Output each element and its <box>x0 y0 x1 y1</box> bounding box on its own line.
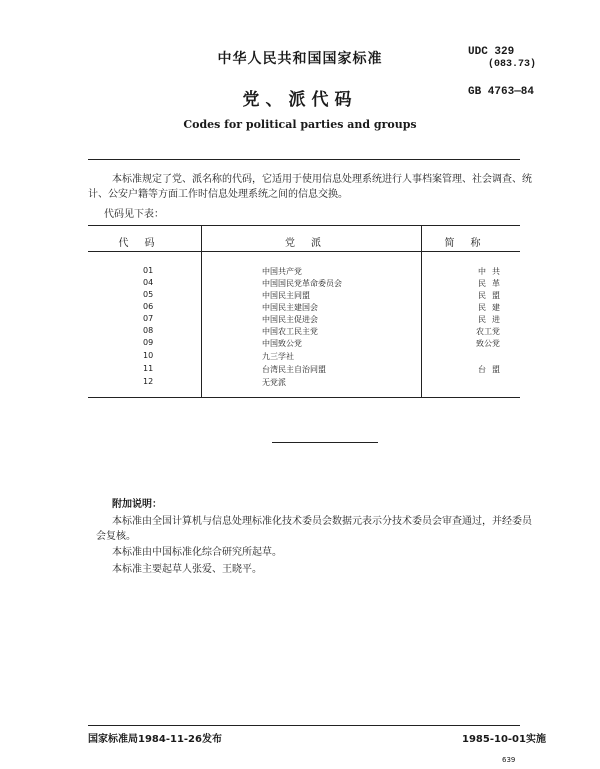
footer-divider <box>88 725 520 726</box>
notes-line: 会复核。 <box>96 531 136 542</box>
table-row <box>0 290 600 301</box>
table-row <box>0 326 600 337</box>
table-row <box>0 302 600 313</box>
section-separator <box>272 442 378 443</box>
notes-line: 本标准主要起草人张爱、王晓平。 <box>112 564 262 575</box>
row-party-name: 九三学社 <box>262 352 294 361</box>
intro-paragraph-line-2: 计、公安户籍等方面工作时信息处理系统之间的信息交换。 <box>88 189 348 200</box>
row-party-name: 无党派 <box>262 378 286 387</box>
row-short-name: 民进 <box>478 315 506 324</box>
publication-info: 国家标准局1984-11-26发布 <box>88 734 222 745</box>
row-party-name: 中国民主同盟 <box>262 291 310 300</box>
english-subtitle: Codes for political parties and groups <box>183 118 417 131</box>
udc-code: UDC 329 <box>468 46 515 58</box>
row-short-name: 农工党 <box>476 327 500 336</box>
row-short-name: 民盟 <box>478 291 506 300</box>
gb-standard-number: GB 4763—84 <box>468 86 535 98</box>
table-bottom-border <box>88 397 520 398</box>
row-code: 04 <box>143 278 154 287</box>
row-code: 12 <box>143 377 154 386</box>
column-header-short-name: 简称 <box>444 238 497 249</box>
row-code: 08 <box>143 326 154 335</box>
standard-organization: 中华人民共和国国家标准 <box>217 51 383 67</box>
row-party-name: 中国国民党革命委员会 <box>262 279 342 288</box>
row-party-name: 中国共产党 <box>262 267 302 276</box>
document-title: 党、派代码 <box>242 90 358 110</box>
notes-line: 本标准由全国计算机与信息处理标准化技术委员会数据元表示分技术委员会审查通过，并经委员 <box>112 516 532 527</box>
row-party-name: 中国农工民主党 <box>262 327 318 336</box>
row-short-name: 致公党 <box>476 339 500 348</box>
row-party-name: 中国致公党 <box>262 339 302 348</box>
row-code: 05 <box>143 290 154 299</box>
row-code: 06 <box>143 302 154 311</box>
table-row <box>0 314 600 325</box>
table-row <box>0 377 600 388</box>
row-short-name: 民建 <box>478 303 506 312</box>
row-code: 11 <box>143 364 154 373</box>
top-divider <box>88 159 520 160</box>
table-top-border <box>88 225 520 226</box>
row-party-name: 台湾民主自治同盟 <box>262 365 326 374</box>
row-code: 01 <box>143 266 154 275</box>
notes-line: 本标准由中国标准化综合研究所起草。 <box>112 547 282 558</box>
page-number: 639 <box>502 756 516 764</box>
row-party-name: 中国民主促进会 <box>262 315 318 324</box>
table-row <box>0 338 600 349</box>
table-row <box>0 351 600 362</box>
row-code: 09 <box>143 338 154 347</box>
table-row <box>0 278 600 289</box>
column-header-party: 党派 <box>285 238 337 249</box>
row-party-name: 中国民主建国会 <box>262 303 318 312</box>
column-header-code: 代码 <box>118 238 171 249</box>
table-header-border <box>88 251 520 252</box>
row-code: 10 <box>143 351 154 360</box>
udc-subcode: (083.73) <box>488 59 537 70</box>
table-row <box>0 266 600 277</box>
notes-heading: 附加说明： <box>112 499 162 510</box>
row-code: 07 <box>143 314 154 323</box>
intro-table-reference: 代码见下表： <box>104 209 164 220</box>
implementation-date: 1985-10-01实施 <box>462 734 546 745</box>
row-short-name: 中共 <box>478 267 506 276</box>
intro-paragraph-line-1: 本标准规定了党、派名称的代码，它适用于使用信息处理系统进行人事档案管理、社会调查、统 <box>112 174 532 185</box>
row-short-name: 台盟 <box>478 365 506 374</box>
table-row <box>0 364 600 375</box>
row-short-name: 民革 <box>478 279 506 288</box>
